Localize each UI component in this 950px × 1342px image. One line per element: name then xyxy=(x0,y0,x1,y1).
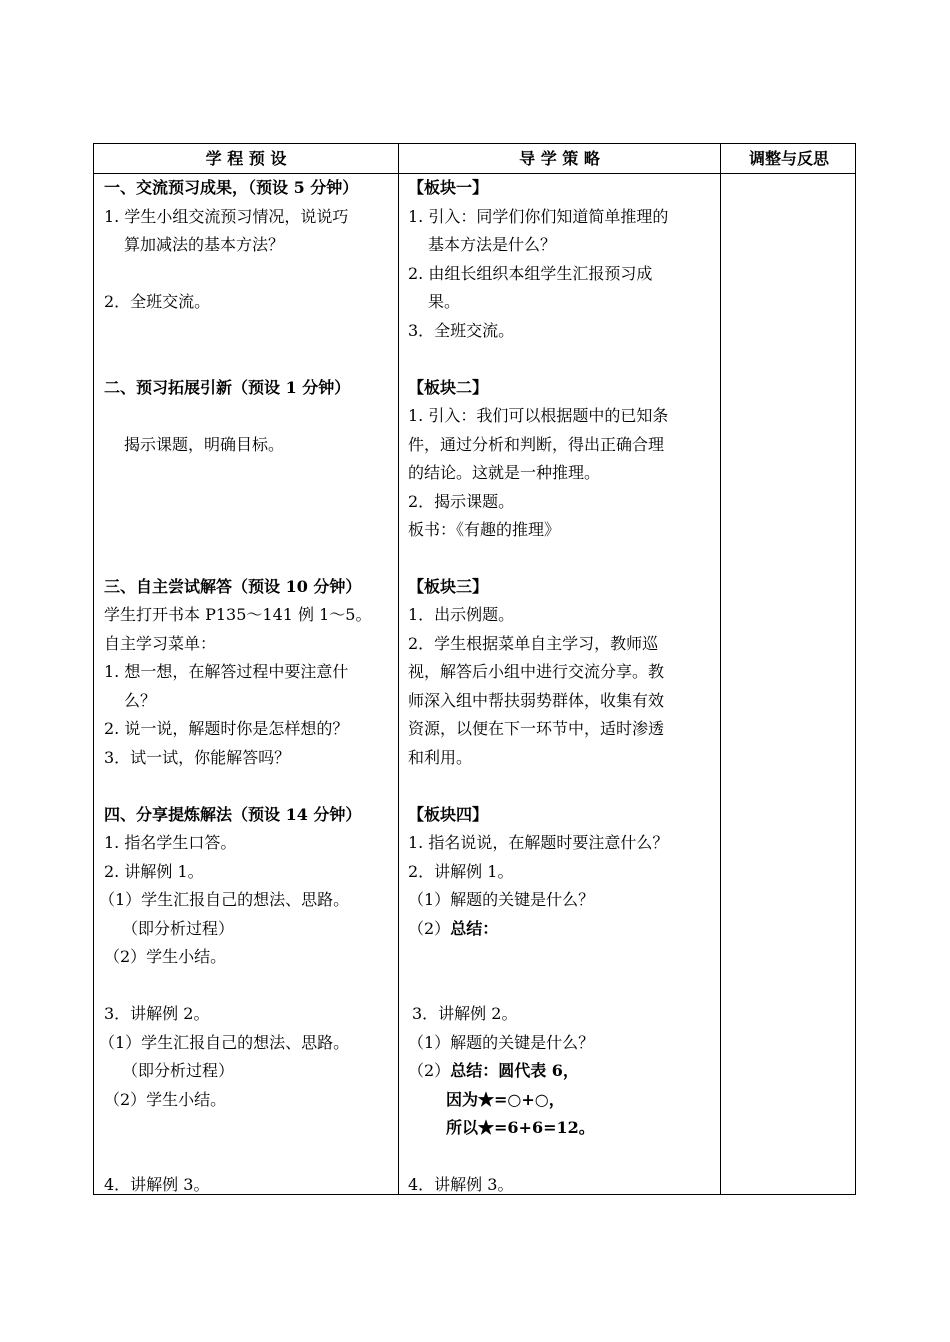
header-guidance-strategy: 导 学 策 略 xyxy=(519,149,600,168)
header-adjustment-reflection: 调整与反思 xyxy=(748,149,829,168)
text-line: 1. 指名说说，在解题时要注意什么？ xyxy=(408,833,669,852)
text-line: 自主学习菜单： xyxy=(104,634,217,653)
text-line: 1．出示例题。 xyxy=(408,605,515,624)
text-line: （2）学生小结。 xyxy=(104,1090,227,1109)
text-line: 3．试一试，你能解答吗？ xyxy=(104,748,291,767)
text-line: 1. 引入：我们可以根据题中的已知条 xyxy=(408,406,669,425)
text-line: 2. 讲解例 1。 xyxy=(104,862,204,881)
text-line: 1. 想一想，在解答过程中要注意什 xyxy=(104,662,349,681)
text-line: 3．讲解例 2。 xyxy=(104,1004,210,1023)
text-line: 揭示课题，明确目标。 xyxy=(124,435,285,454)
text-line: 基本方法是什么？ xyxy=(428,235,557,254)
text-line: 板书：《有趣的推理》 xyxy=(408,520,561,539)
text-line: （1）解题的关键是什么？ xyxy=(408,1033,595,1052)
text-line: 2．全班交流。 xyxy=(104,292,211,311)
text-line: （1）学生汇报自己的想法、思路。 xyxy=(99,890,350,909)
block-heading: 【板块四】 xyxy=(408,805,489,824)
section-heading: 三、自主尝试解答（预设 10 分钟） xyxy=(104,577,362,596)
column-divider xyxy=(398,144,399,1194)
text-line xyxy=(408,1057,579,1085)
summary-text: 总结：圆代表 6， xyxy=(450,1061,579,1080)
text-line: 件，通过分析和判断，得出正确合理 xyxy=(408,435,665,454)
summary-label: 总结： xyxy=(450,919,499,938)
text-line: 3．讲解例 2。 xyxy=(412,1004,518,1023)
text-line: 4．讲解例 3。 xyxy=(104,1175,210,1194)
summary-text: 因为★=○+○， xyxy=(446,1090,565,1109)
item-marker: （2） xyxy=(408,919,451,938)
text-line: 2. 由组长组织本组学生汇报预习成 xyxy=(408,264,653,283)
text-line: 2．讲解例 1。 xyxy=(408,862,514,881)
text-line: （即分析过程） xyxy=(122,1061,235,1080)
text-line: 2．学生根据菜单自主学习，教师巡 xyxy=(408,634,659,653)
text-line: 2．揭示课题。 xyxy=(408,492,515,511)
text-line: 的结论。这就是一种推理。 xyxy=(408,463,601,482)
text-line: 1. 引入：同学们你们知道简单推理的 xyxy=(408,207,669,226)
text-line: 视，解答后小组中进行交流分享。教 xyxy=(408,662,665,681)
header-learning-design: 学 程 预 设 xyxy=(205,149,287,168)
text-line: 学生打开书本 P135～141 例 1～5。 xyxy=(104,605,372,624)
text-line: （1）学生汇报自己的想法、思路。 xyxy=(99,1033,350,1052)
block-heading: 【板块一】 xyxy=(408,178,489,197)
text-line: 4．讲解例 3。 xyxy=(408,1175,514,1194)
section-heading: 一、交流预习成果，（预设 5 分钟） xyxy=(104,178,359,197)
text-line: 2. 说一说，解题时你是怎样想的？ xyxy=(104,719,349,738)
text-line: 3．全班交流。 xyxy=(408,321,515,340)
text-line: 1. 学生小组交流预习情况，说说巧 xyxy=(104,207,349,226)
block-heading: 【板块三】 xyxy=(408,577,489,596)
text-line xyxy=(408,915,498,943)
item-marker: （2） xyxy=(408,1061,451,1080)
lesson-plan-table xyxy=(93,143,856,1195)
text-line: 资源，以便在下一环节中，适时渗透 xyxy=(408,719,665,738)
text-line: 师深入组中帮扶弱势群体，收集有效 xyxy=(408,691,665,710)
section-heading: 四、分享提炼解法（预设 14 分钟） xyxy=(104,805,362,824)
text-line: 和利用。 xyxy=(408,748,473,767)
text-line: （1）解题的关键是什么？ xyxy=(408,890,595,909)
column-adjustment-reflection xyxy=(721,174,857,1194)
text-line: 果。 xyxy=(428,292,461,311)
summary-text: 所以★=6+6=12。 xyxy=(446,1118,595,1137)
text-line: 1. 指名学生口答。 xyxy=(104,833,237,852)
text-line: 算加减法的基本方法？ xyxy=(124,235,285,254)
text-line: （即分析过程） xyxy=(122,919,235,938)
text-line: 么？ xyxy=(124,691,157,710)
section-heading: 二、预习拓展引新（预设 1 分钟） xyxy=(104,378,351,397)
block-heading: 【板块二】 xyxy=(408,378,489,397)
text-line: （2）学生小结。 xyxy=(104,947,227,966)
